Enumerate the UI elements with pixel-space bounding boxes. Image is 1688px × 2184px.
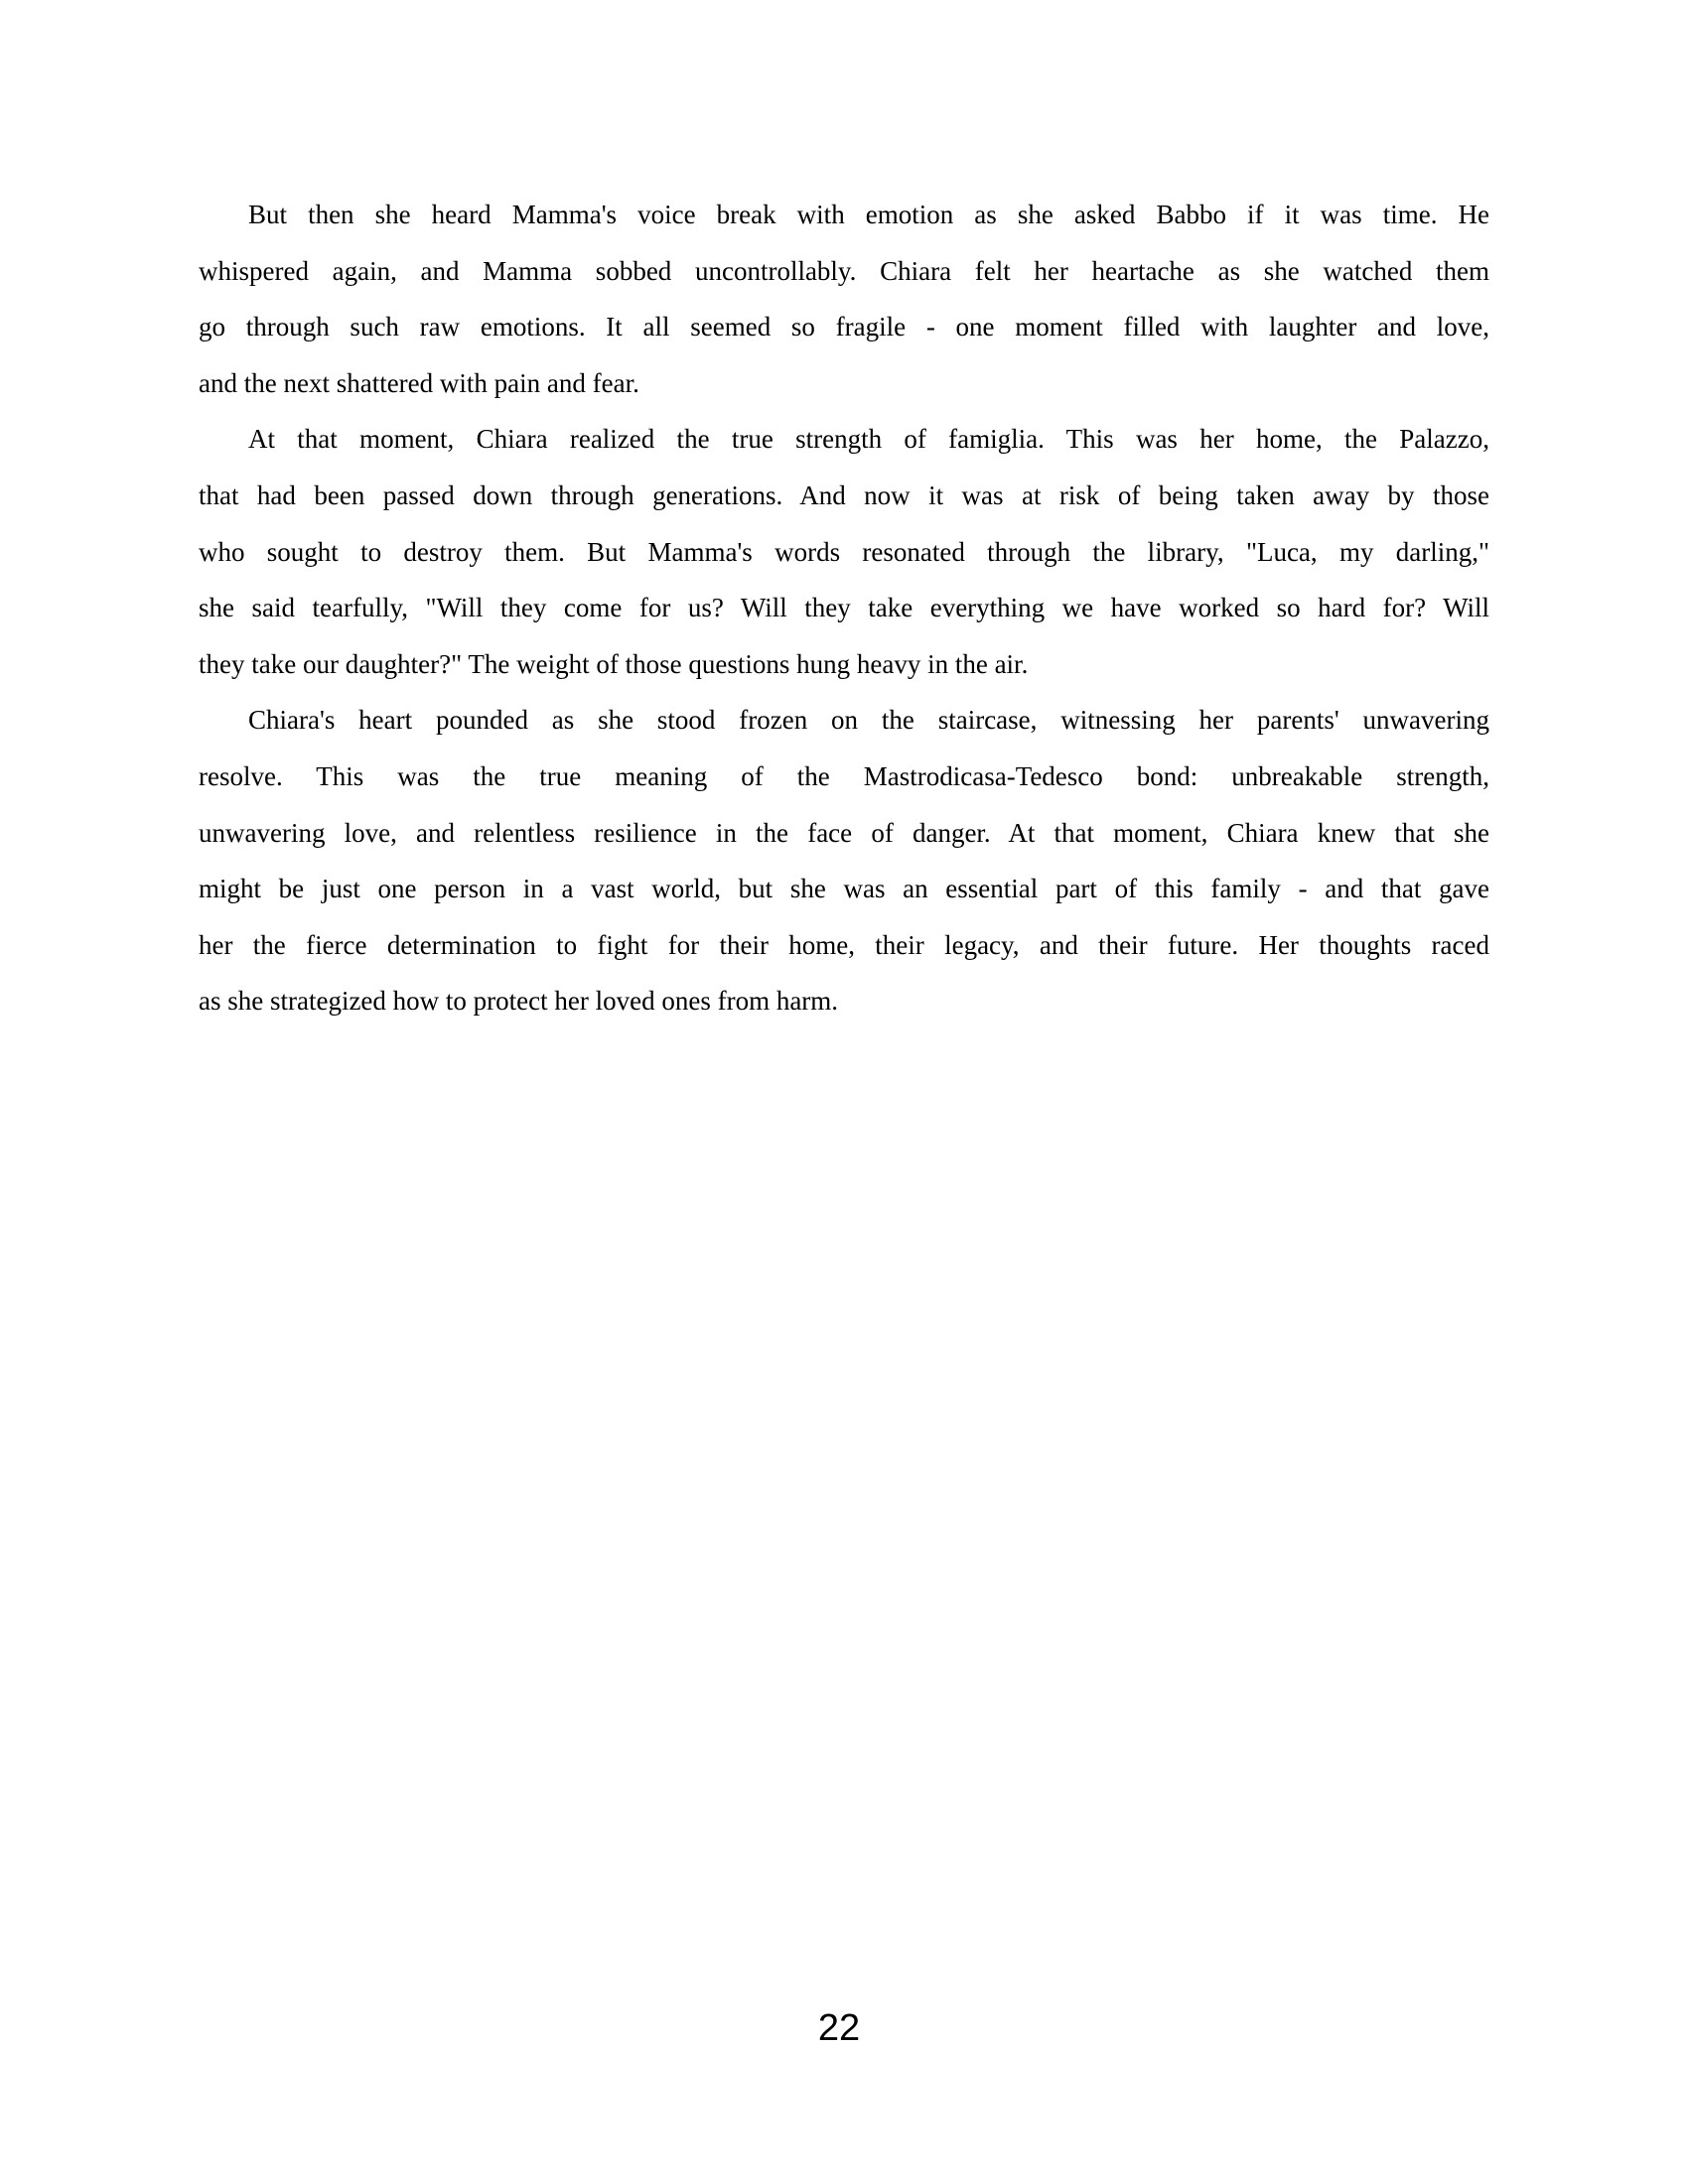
text-line: might be just one person in a vast world, but she was an essential part of this family - and that gave — [199, 874, 1489, 904]
text-line: who sought to destroy them. But Mamma's words resonated through the library, "Luca, my darling," — [199, 536, 1489, 567]
page-body — [199, 187, 1489, 1029]
text-line: whispered again, and Mamma sobbed uncontrollably. Chiara felt her heartache as she watched them — [199, 255, 1489, 286]
text-line: go through such raw emotions. It all seemed so fragile - one moment filled with laughter and love, — [199, 312, 1489, 342]
text-line: At that moment, Chiara realized the true strength of famiglia. This was her home, the Palazzo, — [248, 424, 1489, 455]
text-line: resolve. This was the true meaning of the Mastrodicasa-Tedesco bond: unbreakable strength, — [199, 760, 1489, 791]
text-line: her the fierce determination to fight for their home, their legacy, and their future. Her thoughts raced — [199, 929, 1489, 960]
text-line: and the next shattered with pain and fear. — [199, 367, 639, 398]
text-line: as she strategized how to protect her loved ones from harm. — [199, 986, 839, 1017]
text-line: Chiara's heart pounded as she stood frozen on the staircase, witnessing her parents' unwavering — [248, 705, 1489, 736]
text-line: But then she heard Mamma's voice break with emotion as she asked Babbo if it was time. He — [248, 200, 1489, 229]
text-line: unwavering love, and relentless resilience in the face of danger. At that moment, Chiara knew that she — [199, 817, 1489, 848]
page-number: 22 — [817, 2007, 861, 2049]
text-line: she said tearfully, "Will they come for us? Will they take everything we have worked so hard for? Will — [199, 593, 1489, 623]
text-line: they take our daughter?" The weight of those questions hung heavy in the air. — [199, 648, 1029, 679]
text-line: that had been passed down through generations. And now it was at risk of being taken away by those — [199, 479, 1489, 510]
